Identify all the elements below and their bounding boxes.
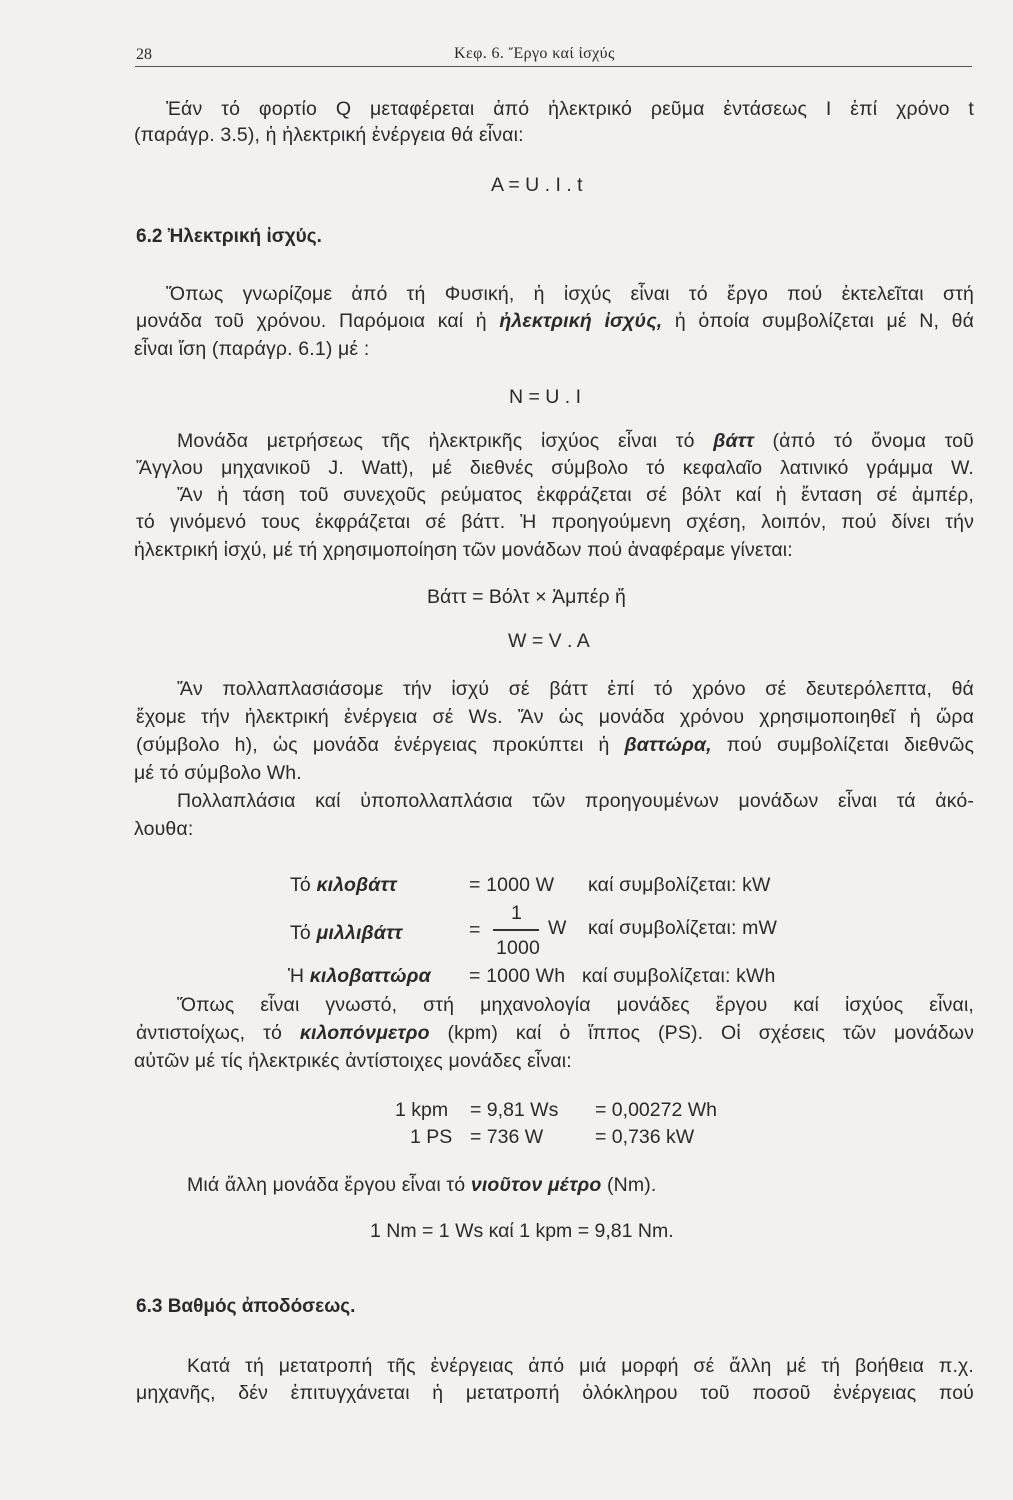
para1-line2: (παράγρ. 3.5), ἡ ἠλεκτρική ἐνέργεια θά εἶναι: xyxy=(134,124,524,146)
unit-row-kilowatt-eq: = 1000 W xyxy=(469,874,555,896)
para7-text-a: Μιά ἄλλη μονάδα ἔργου εἶναι τό xyxy=(187,1174,471,1196)
conv-row1-a: 1 kpm xyxy=(395,1099,449,1121)
para5-line1: Πολλαπλάσια καί ὑποπολλαπλάσια τῶν προηγουμένων μονάδων εἶναι τά ἀκό- xyxy=(177,790,974,812)
para6-text-c: (kpm) καί ὁ ἵππος (PS). Οἱ σχέσεις τῶν μονάδων xyxy=(429,1022,974,1044)
unit-row-kwh-label xyxy=(288,965,431,988)
para3-line1 xyxy=(177,430,974,453)
para2-line1: Ὅπως γνωρίζομε ἀπό τή Φυσική, ἡ ἰσχύς εἶναι τό ἔργο πού ἐκτελεῖται στή xyxy=(166,283,974,305)
para8-line2: μηχανῆς, δέν ἐπιτυγχάνεται ἡ μετατροπή ὁλόκληρου τοῦ ποσοῦ ἐνέργειας πού xyxy=(136,1382,974,1404)
equation-power: N = U . I xyxy=(509,386,582,408)
unit-row-milliwatt-label xyxy=(290,922,402,945)
para7-line xyxy=(187,1174,656,1197)
equation-watt-units: Βάττ = Βόλτ × Ἀμπέρ ἤ xyxy=(427,586,626,608)
para4-line3 xyxy=(136,734,974,757)
conv-row2-a: 1 PS xyxy=(410,1126,453,1148)
conv-row1-b: = 9,81 Ws xyxy=(470,1099,559,1121)
unit-row-milliwatt-unit: W xyxy=(548,917,567,939)
conv-row2-c: = 0,736 kW xyxy=(595,1126,695,1148)
equation-wva: W = V . A xyxy=(508,630,590,652)
para2-text-c: ἡ ὁποία συμβολίζεται μέ N, θά xyxy=(662,310,974,332)
unit-row2-prefix: Τό xyxy=(290,922,317,944)
para6-line2 xyxy=(136,1022,974,1045)
para4-text-a: (σύμβολο h), ὡς μονάδα ἐνέργειας προκύπτει ἡ xyxy=(136,734,625,756)
para4-line2: ἔχομε τήν ἠλεκτρική ἐνέργεια σέ Ws. Ἄν ὡς μονάδα χρόνου χρησιμοποιηθεῖ ἡ ὥρα xyxy=(136,706,974,728)
term-watt-hour: βαττώρα, xyxy=(624,734,712,756)
para3-line4: τό γινόμενό τους ἐκφράζεται σέ βάττ. Ἡ προηγούμενη σχέση, λοιπόν, πού δίνει τήν xyxy=(136,511,974,533)
page-number: 28 xyxy=(136,46,152,63)
term-kilowatt: κιλοβάττ xyxy=(316,874,397,896)
para7-text-c: (Nm). xyxy=(601,1174,657,1196)
para6-text-a: ἀντιστοίχως, τό xyxy=(136,1022,300,1044)
para2-line2 xyxy=(136,310,974,333)
term-newton-meter: νιοῦτον μέτρο xyxy=(470,1174,602,1196)
section-heading-6-3: 6.3 Βαθμός ἀποδόσεως. xyxy=(136,1296,356,1317)
fraction-numerator: 1 xyxy=(511,902,522,924)
term-watt: βάττ xyxy=(713,430,754,452)
unit-row-milliwatt-desc: καί συμβολίζεται: mW xyxy=(588,917,778,939)
para4-text-c: πού συμβολίζεται διεθνῶς xyxy=(711,734,974,756)
unit-row1-prefix: Τό xyxy=(290,874,317,896)
fraction-bar xyxy=(493,929,539,931)
running-title: Κεφ. 6. Ἔργο καί ἰσχύς xyxy=(454,45,615,62)
para1-line1: Ἐάν τό φορτίο Q μεταφέρεται ἀπό ἠλεκτρικό ρεῦμα ἐντάσεως I ἐπί χρόνο t xyxy=(166,98,974,120)
unit-row-kwh-eq: = 1000 Wh xyxy=(469,965,566,987)
para3-text-c: (ἀπό τό ὄνομα τοῦ xyxy=(753,430,974,452)
header-rule xyxy=(135,66,972,67)
conv-row1-c: = 0,00272 Wh xyxy=(595,1099,717,1121)
unit-row-kilowatt-label xyxy=(290,874,397,897)
unit-row-milliwatt-eq: = xyxy=(469,919,481,941)
para6-line3: αὐτῶν μέ τίς ἠλεκτρικές ἀντίστοιχες μονάδες εἶναι: xyxy=(134,1050,572,1072)
para6-line1: Ὅπως εἶναι γνωστό, στή μηχανολογία μονάδες ἔργου καί ἰσχύος εἶναι, xyxy=(177,994,974,1016)
term-milliwatt: μιλλιβάττ xyxy=(316,922,403,944)
section-heading-6-2: 6.2 Ἠλεκτρική ἰσχύς. xyxy=(136,226,322,247)
equation-energy: A = U . I . t xyxy=(491,174,583,196)
term-kilopondmeter: κιλοπόνμετρο xyxy=(299,1022,430,1044)
term-electric-power: ἠλεκτρική ἰσχύς, xyxy=(499,310,663,332)
para2-text-a: μονάδα τοῦ χρόνου. Παρόμοια καί ἡ xyxy=(136,310,500,332)
para4-line4: μέ τό σύμβολο Wh. xyxy=(134,762,302,784)
para3-text-a: Μονάδα μετρήσεως τῆς ἠλεκτρικῆς ἰσχύος εἶναι τό xyxy=(177,430,714,452)
para2-line3: εἶναι ἴση (παράγρ. 6.1) μέ : xyxy=(134,338,370,360)
unit-row3-prefix: Ἡ xyxy=(288,965,310,987)
para4-line1: Ἄν πολλαπλασιάσομε τήν ἰσχύ σέ βάττ ἐπί τό χρόνο σέ δευτερόλεπτα, θά xyxy=(177,678,974,700)
fraction-denominator: 1000 xyxy=(496,937,540,959)
para3-line3: Ἄν ἡ τάση τοῦ συνεχοῦς ρεύματος ἐκφράζεται σέ βόλτ καί ἡ ἔνταση σέ ἀμπέρ, xyxy=(177,484,974,506)
term-kilowatt-hour: κιλοβαττώρα xyxy=(309,965,431,987)
para8-line1: Κατά τή μετατροπή τῆς ἐνέργειας ἀπό μιά μορφή σέ ἄλλη μέ τή βοήθεια π.χ. xyxy=(187,1355,974,1377)
unit-row-kilowatt-desc: καί συμβολίζεται: kW xyxy=(588,874,771,896)
para5-line2: λουθα: xyxy=(134,818,194,840)
conv-row2-b: = 736 W xyxy=(470,1126,544,1148)
para3-line5: ἠλεκτρική ἰσχύ, μέ τή χρησιμοποίηση τῶν μονάδων πού ἀναφέραμε γίνεται: xyxy=(134,539,793,561)
unit-row-kwh-desc: καί συμβολίζεται: kWh xyxy=(582,965,776,987)
equation-nm: 1 Nm = 1 Ws καί 1 kpm = 9,81 Nm. xyxy=(370,1220,674,1242)
para3-line2: Ἄγγλου μηχανικοῦ J. Watt), μέ διεθνές σύμβολο τό κεφαλαῖο λατινικό γράμμα W. xyxy=(136,457,974,479)
